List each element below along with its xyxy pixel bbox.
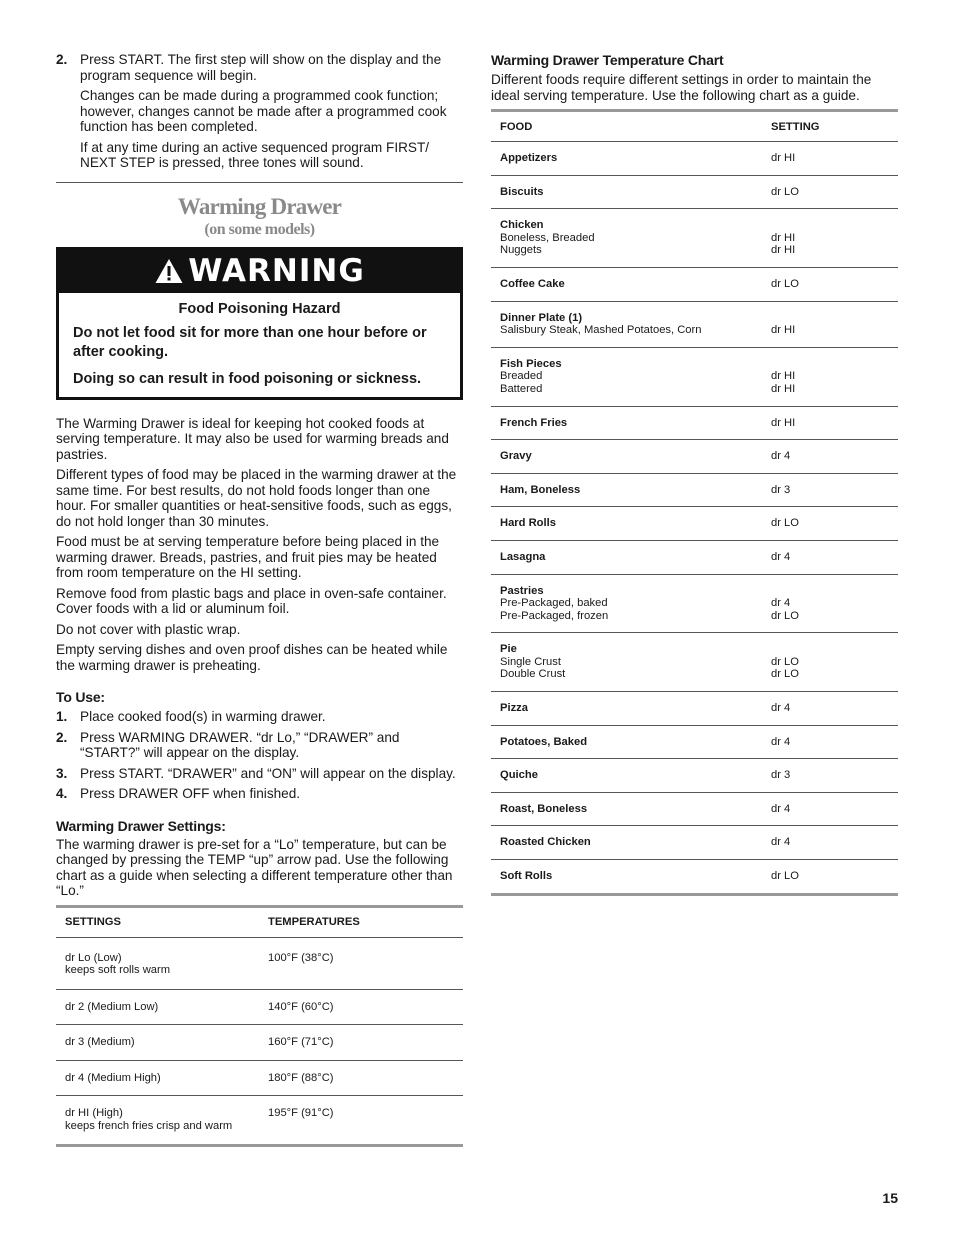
setting-value: dr LO — [771, 185, 799, 198]
setting-name: dr 3 (Medium) — [56, 1025, 259, 1061]
food-cell — [491, 473, 762, 507]
intro-paragraph: The Warming Drawer is ideal for keeping hot cooked foods at serving temperature. It may also be used for warming breads and pastries. — [56, 415, 449, 462]
food-name: French Fries — [500, 416, 568, 429]
table-row — [56, 1096, 463, 1145]
to-use-step — [56, 730, 463, 761]
section-title: Warming Drawer — [177, 193, 342, 219]
table-row — [491, 759, 898, 793]
food-cell — [491, 507, 762, 541]
settings-heading: Warming Drawer Settings: — [56, 817, 226, 834]
warning-box — [56, 247, 463, 400]
setting-name: dr 4 (Medium High) — [56, 1060, 259, 1096]
table-row — [56, 989, 463, 1025]
setting-name: dr Lo (Low) — [65, 951, 122, 964]
to-use-step — [56, 786, 463, 802]
setting-value: dr HI — [771, 416, 796, 429]
food-name: Ham, Boneless — [500, 483, 581, 496]
setting-cell — [762, 759, 898, 793]
food-name: Soft Rolls — [500, 870, 553, 883]
setting-cell — [762, 826, 898, 860]
food-name: Roast, Boneless — [500, 802, 588, 815]
temperatures-col-header: TEMPERATURES — [259, 906, 463, 937]
food-cell — [491, 692, 762, 726]
table-row — [491, 507, 898, 541]
setting-value: dr HI — [771, 370, 796, 383]
setting-value: dr HI — [771, 231, 796, 244]
intro-paragraphs — [56, 416, 463, 674]
food-cell — [491, 725, 762, 759]
setting-cell — [762, 507, 898, 541]
setting-cell — [762, 142, 898, 176]
food-name: Coffee Cake — [500, 277, 565, 290]
setting-value: dr LO — [771, 668, 799, 681]
setting-value: dr LO — [771, 655, 799, 668]
step-text: Press START. The first step will show on the display and the program sequence will begin. — [80, 52, 442, 83]
setting-cell — [762, 692, 898, 726]
food-variant: Breaded — [500, 370, 543, 383]
setting-value: dr 4 — [771, 597, 791, 610]
setting-temp: 160°F (71°C) — [259, 1025, 463, 1061]
setting-value: dr HI — [771, 382, 796, 395]
table-row — [491, 175, 898, 209]
settings-text: The warming drawer is pre-set for a “Lo” temperature, but can be changed by pressing the TEMP “up” arrow pad. Use the following chart as a guide when selecting a different temperature other than “Lo.” — [56, 836, 453, 898]
setting-cell — [762, 175, 898, 209]
step-number: 1. — [56, 709, 68, 724]
food-cell — [491, 142, 762, 176]
intro-paragraph: Food must be at serving temperature before being placed in the warming drawer. Breads, pastries, and fruit pies may be heated from room temperature on the HI setting. — [56, 534, 440, 580]
warning-hazard: Food Poisoning Hazard — [178, 300, 341, 317]
food-cell — [491, 440, 762, 474]
table-row — [491, 633, 898, 692]
table-row — [491, 792, 898, 826]
to-use-step — [56, 766, 463, 782]
food-col-header: FOOD — [491, 111, 762, 142]
warning-body — [59, 293, 460, 397]
food-variant: Single Crust — [500, 655, 561, 668]
food-table-body — [491, 142, 898, 895]
chart-text: Different foods require different settings in order to maintain the ideal serving temperature. Use the following chart as a guide. — [491, 72, 872, 103]
settings-table — [56, 905, 463, 1147]
setting-value: dr HI — [771, 152, 796, 164]
table-row — [491, 725, 898, 759]
to-use-steps — [56, 709, 463, 802]
step-number: 2. — [56, 52, 68, 67]
setting-note: keeps french fries crisp and warm — [65, 1120, 233, 1133]
setting-value: dr HI — [771, 244, 796, 257]
setting-cell — [762, 267, 898, 301]
setting-value: dr 4 — [771, 802, 791, 815]
intro-paragraph: Different types of food may be placed in the warming drawer at the same time. For best results, do not hold foods longer than one hour. For smaller quantities or heat-sensitive foods, such as eggs, do not hold longer than 30 minutes. — [56, 467, 457, 529]
food-cell — [491, 574, 762, 633]
table-row — [491, 347, 898, 406]
food-name: Lasagna — [500, 550, 546, 563]
food-name: Roasted Chicken — [500, 836, 591, 849]
table-row — [491, 142, 898, 176]
page-number: 15 — [882, 1190, 898, 1206]
setting-value: dr LO — [771, 277, 799, 290]
setting-cell — [762, 574, 898, 633]
table-row — [56, 1025, 463, 1061]
section-divider — [56, 182, 463, 183]
food-cell — [491, 540, 762, 574]
setting-value: dr 4 — [771, 836, 791, 849]
table-row — [491, 574, 898, 633]
food-name: Quiche — [500, 769, 538, 782]
setting-cell — [762, 440, 898, 474]
setting-cell — [762, 301, 898, 347]
step-text: Press DRAWER OFF when finished. — [80, 786, 301, 801]
setting-value: dr 4 — [771, 702, 791, 715]
section-subtitle: (on some models) — [204, 220, 315, 238]
food-name: Dinner Plate (1) — [500, 311, 583, 324]
setting-temp: 195°F (91°C) — [259, 1096, 463, 1145]
table-row — [491, 209, 898, 268]
food-cell — [491, 826, 762, 860]
step-number: 3. — [56, 765, 68, 781]
setting-spacer — [771, 585, 889, 598]
step-2 — [56, 52, 463, 83]
warning-triangle-icon — [154, 257, 184, 285]
setting-spacer — [771, 358, 889, 371]
setting-cell — [762, 633, 898, 692]
setting-col-header: SETTING — [762, 111, 898, 142]
food-cell — [491, 209, 762, 268]
right-column — [491, 52, 898, 896]
setting-temp: 180°F (88°C) — [259, 1060, 463, 1096]
food-name: Fish Pieces — [500, 357, 562, 370]
intro-paragraph: Remove food from plastic bags and place in oven-safe container. Cover foods with a lid or aluminum foil. — [56, 585, 447, 616]
table-row — [491, 440, 898, 474]
setting-cell — [762, 540, 898, 574]
table-row — [491, 540, 898, 574]
food-variant: Salisbury Steak, Mashed Potatoes, Corn — [500, 324, 702, 337]
table-row — [491, 826, 898, 860]
food-variant: Nuggets — [500, 244, 542, 257]
table-row — [491, 267, 898, 301]
step-text: Press START. “DRAWER” and “ON” will appear on the display. — [80, 765, 456, 781]
setting-cell — [762, 792, 898, 826]
warning-line-1: Do not let food sit for more than one hour before or after cooking. — [73, 324, 427, 360]
table-row — [491, 473, 898, 507]
setting-cell — [762, 347, 898, 406]
step-2-note-1: Changes can be made during a programmed cook function; however, changes cannot be made after a programmed cook function has been completed. — [80, 88, 447, 134]
food-name: Potatoes, Baked — [500, 735, 588, 748]
setting-temp: 100°F (38°C) — [268, 951, 334, 964]
food-cell — [491, 175, 762, 209]
setting-spacer — [771, 643, 889, 656]
table-row — [491, 301, 898, 347]
food-name: Pastries — [500, 584, 544, 597]
food-cell — [491, 792, 762, 826]
setting-note: keeps soft rolls warm — [65, 964, 171, 977]
food-variant: Pre-Packaged, baked — [500, 597, 608, 610]
food-name: Appetizers — [500, 152, 558, 164]
table-row — [491, 860, 898, 895]
setting-value: dr 3 — [771, 483, 791, 496]
table-row — [56, 937, 463, 989]
step-number: 2. — [56, 729, 68, 745]
intro-paragraph: Do not cover with plastic wrap. — [56, 621, 241, 637]
setting-name: dr 2 (Medium Low) — [56, 989, 259, 1025]
warning-word: WARNING — [188, 252, 365, 289]
step-number: 4. — [56, 786, 68, 801]
to-use-heading: To Use: — [56, 689, 105, 705]
setting-value: dr LO — [771, 609, 799, 622]
setting-value: dr 4 — [771, 550, 791, 563]
setting-cell — [762, 406, 898, 440]
setting-cell — [762, 473, 898, 507]
food-setting-table — [491, 109, 898, 896]
food-name: Chicken — [500, 219, 544, 232]
setting-cell — [762, 209, 898, 268]
setting-name: dr HI (High) — [65, 1107, 123, 1120]
table-row — [491, 406, 898, 440]
step-2-note-2: If at any time during an active sequenced program FIRST/ NEXT STEP is pressed, three tones will sound. — [80, 139, 430, 170]
table-row — [56, 1060, 463, 1096]
setting-value: dr 3 — [771, 769, 791, 782]
settings-col-header: SETTINGS — [56, 906, 259, 937]
setting-cell — [762, 860, 898, 895]
food-cell — [491, 406, 762, 440]
food-name: Hard Rolls — [500, 517, 556, 530]
table-row — [491, 692, 898, 726]
food-name: Pizza — [500, 702, 528, 715]
food-cell — [491, 267, 762, 301]
setting-cell — [762, 725, 898, 759]
setting-value: dr HI — [771, 324, 796, 337]
food-cell — [491, 347, 762, 406]
step-text: Press WARMING DRAWER. “dr Lo,” “DRAWER” and “START?” will appear on the display. — [80, 729, 400, 760]
setting-spacer — [771, 219, 889, 232]
food-variant: Pre-Packaged, frozen — [500, 609, 609, 622]
food-cell — [491, 301, 762, 347]
warning-line-2: Doing so can result in food poisoning or sickness. — [73, 370, 422, 387]
setting-value: dr 4 — [771, 450, 791, 463]
food-cell — [491, 759, 762, 793]
setting-temp: 140°F (60°C) — [259, 989, 463, 1025]
food-name: Biscuits — [500, 185, 544, 198]
food-cell — [491, 633, 762, 692]
food-variant: Double Crust — [500, 668, 566, 681]
left-column — [56, 52, 463, 1147]
step-text: Place cooked food(s) in warming drawer. — [80, 709, 326, 724]
intro-paragraph: Empty serving dishes and oven proof dishes can be heated while the warming drawer is preheating. — [56, 642, 448, 673]
setting-spacer — [771, 312, 889, 325]
food-name: Gravy — [500, 450, 532, 463]
food-name: Pie — [500, 643, 517, 656]
chart-heading: Warming Drawer Temperature Chart — [491, 52, 724, 68]
to-use-step — [56, 709, 463, 725]
setting-value: dr LO — [771, 870, 799, 883]
warning-header — [59, 250, 460, 293]
food-variant: Boneless, Breaded — [500, 231, 595, 244]
setting-value: dr 4 — [771, 735, 791, 748]
food-variant: Battered — [500, 382, 543, 395]
food-cell — [491, 860, 762, 895]
setting-value: dr LO — [771, 517, 799, 530]
